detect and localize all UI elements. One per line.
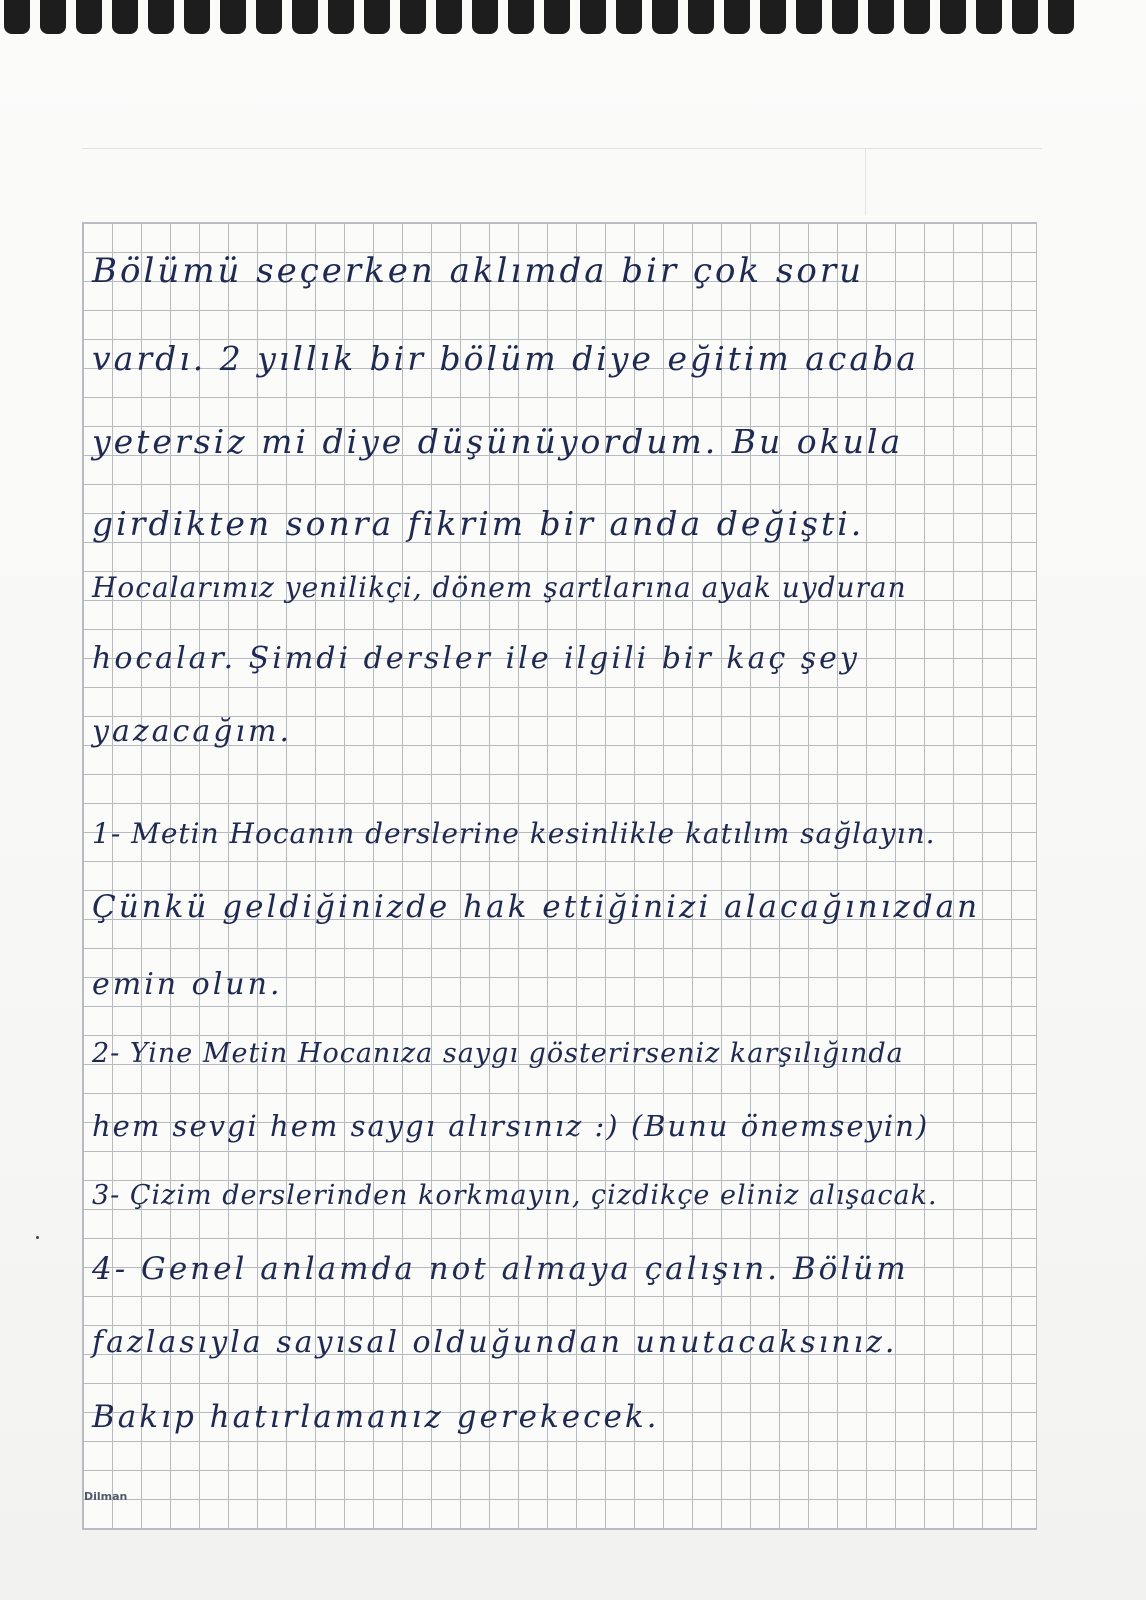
- binding-hole: [976, 0, 1002, 34]
- binding-hole: [436, 0, 462, 34]
- handwritten-line: 2- Yine Metin Hocanıza saygı gösterirseniz karşılığında: [92, 1038, 904, 1069]
- handwritten-line: yetersiz mi diye düşünüyordum. Bu okula: [92, 422, 904, 461]
- handwritten-line: 3- Çizim derslerinden korkmayın, çizdikçe eliniz alışacak.: [92, 1180, 938, 1211]
- binding-hole: [400, 0, 426, 34]
- handwritten-line: Bakıp hatırlamanız gerekecek.: [92, 1399, 660, 1435]
- binding-hole: [904, 0, 930, 34]
- binding-hole: [580, 0, 606, 34]
- notebook-brand-logo: Dilman: [84, 1490, 128, 1503]
- handwritten-line: 1- Metin Hocanın derslerine kesinlikle katılım sağlayın.: [92, 817, 936, 850]
- binding-hole: [760, 0, 786, 34]
- handwritten-line: yazacağım.: [92, 714, 292, 749]
- handwritten-line: emin olun.: [92, 967, 283, 1002]
- binding-hole: [724, 0, 750, 34]
- binding-hole: [1012, 0, 1038, 34]
- binding-hole: [112, 0, 138, 34]
- page-header-area: [82, 148, 1042, 215]
- handwritten-line: 4- Genel anlamda not almaya çalışın. Bölüm: [92, 1251, 909, 1287]
- binding-hole: [508, 0, 534, 34]
- binding-hole: [544, 0, 570, 34]
- binding-hole: [76, 0, 102, 34]
- handwritten-line: Çünkü geldiğinizde hak ettiğinizi alacağınızdan: [92, 889, 981, 925]
- pen-dot: [36, 1236, 39, 1239]
- binding-hole: [148, 0, 174, 34]
- binding-hole: [184, 0, 210, 34]
- handwritten-line: fazlasıyla sayısal olduğundan unutacaksınız.: [92, 1325, 898, 1360]
- binding-hole: [364, 0, 390, 34]
- binding-hole: [40, 0, 66, 34]
- binding-hole: [256, 0, 282, 34]
- binding-hole: [328, 0, 354, 34]
- handwritten-line: hocalar. Şimdi dersler ile ilgili bir kaç şey: [92, 641, 860, 676]
- binding-hole: [868, 0, 894, 34]
- binding-hole: [1048, 0, 1074, 34]
- handwritten-line: Hocalarımız yenilikçi, dönem şartlarına ayak uyduran: [92, 571, 907, 604]
- binding-hole: [220, 0, 246, 34]
- binding-hole: [688, 0, 714, 34]
- binding-hole: [832, 0, 858, 34]
- handwritten-line: vardı. 2 yıllık bir bölüm diye eğitim acaba: [92, 339, 919, 378]
- binding-hole: [796, 0, 822, 34]
- binding-hole: [472, 0, 498, 34]
- header-divider: [865, 149, 866, 215]
- binding-hole: [940, 0, 966, 34]
- handwritten-line: Bölümü seçerken aklımda bir çok soru: [92, 251, 864, 291]
- binding-hole: [652, 0, 678, 34]
- binding-hole: [292, 0, 318, 34]
- handwritten-line: hem sevgi hem saygı alırsınız :) (Bunu önemseyin): [92, 1109, 930, 1143]
- handwritten-line: girdikten sonra fikrim bir anda değişti.: [92, 504, 865, 543]
- spiral-binding-holes: [0, 0, 1146, 40]
- binding-hole: [616, 0, 642, 34]
- binding-hole: [4, 0, 30, 34]
